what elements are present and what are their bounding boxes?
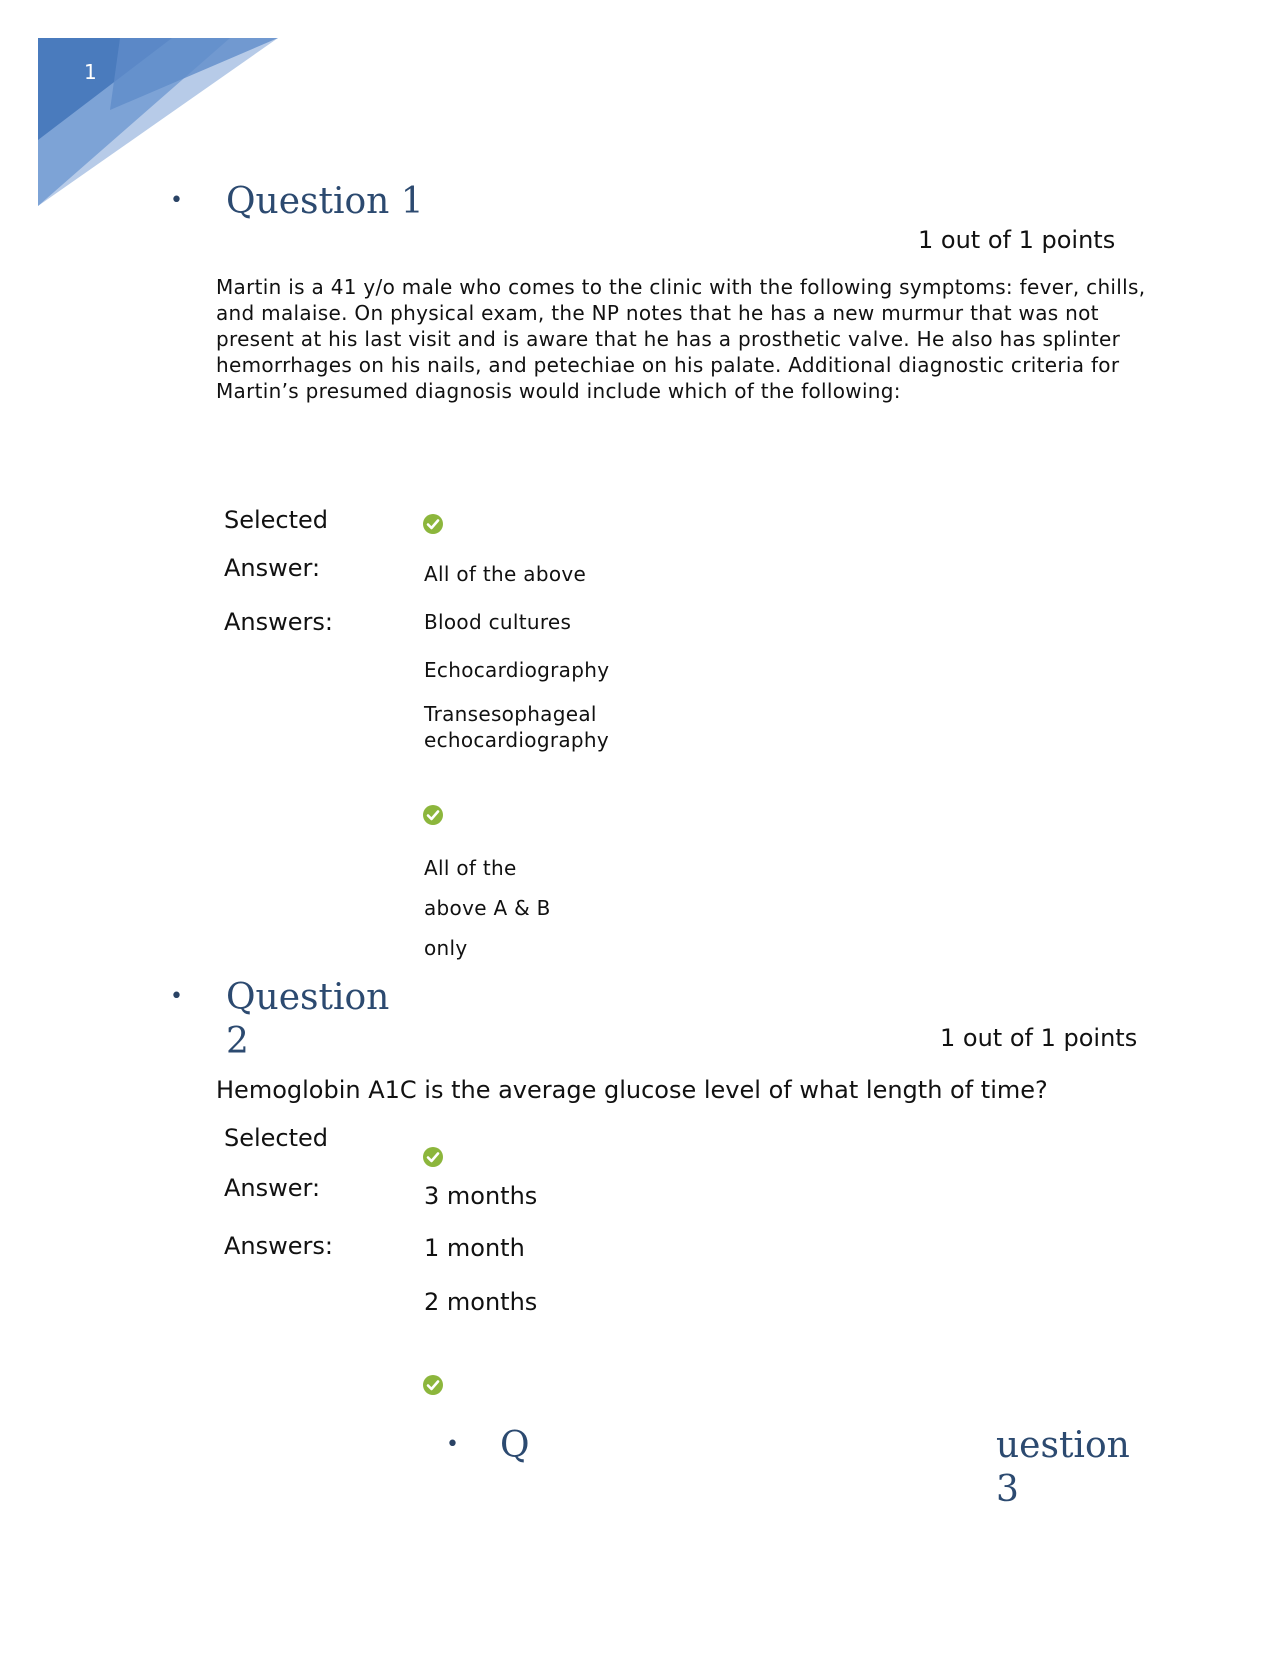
question-3-number: 3 (996, 1469, 1019, 1510)
answer-label: Answer: (224, 1174, 321, 1202)
question-3-title-rest: uestion (996, 1425, 1130, 1466)
answers-label: Answers: (224, 1232, 333, 1260)
bullet-icon: • (170, 984, 183, 1009)
answer-option: All of the (424, 856, 517, 880)
question-1-text: Martin is a 41 y/o male who comes to the clinic with the following symptoms: fever, chills, and malaise. On physical exam, the NP notes that he has a new murmur that was not present at his last visit and is aware that he has a prosthetic valve. He also has splinter hemorrhages on his nails, and petechiae on his palate. Additional diagnostic criteria for Martin’s presumed diagnosis would include which of the following: (216, 275, 1146, 403)
question-2-title: Question (226, 977, 390, 1018)
check-icon (422, 1374, 444, 1396)
bullet-icon: • (446, 1432, 459, 1457)
answer-option: only (424, 936, 468, 960)
bullet-icon: • (170, 188, 183, 213)
answer-option: echocardiography (424, 728, 610, 752)
selected-answer: 3 months (424, 1182, 538, 1210)
question-3-title-start: Q (500, 1425, 530, 1466)
question-2-points: 1 out of 1 points (940, 1024, 1138, 1052)
answer-option: Transesophageal (424, 702, 597, 726)
check-icon (422, 1146, 444, 1168)
check-icon (422, 804, 444, 826)
check-icon (422, 513, 444, 535)
answer-option: above A & B (424, 896, 551, 920)
answer-label: Answer: (224, 554, 321, 582)
selected-label: Selected (224, 1124, 329, 1152)
page-number: 1 (84, 60, 97, 84)
selected-label: Selected (224, 506, 329, 534)
answer-option: Blood cultures (424, 610, 572, 634)
question-2-text: Hemoglobin A1C is the average glucose level of what length of time? (216, 1076, 1048, 1104)
answers-label: Answers: (224, 608, 333, 636)
question-1-title: Question 1 (226, 181, 424, 222)
selected-answer: All of the above (424, 562, 587, 586)
question-1-points: 1 out of 1 points (918, 226, 1116, 254)
answer-option: 2 months (424, 1288, 538, 1316)
question-2-number: 2 (226, 1021, 249, 1062)
answer-option: 1 month (424, 1234, 525, 1262)
answer-option: Echocardiography (424, 658, 610, 682)
